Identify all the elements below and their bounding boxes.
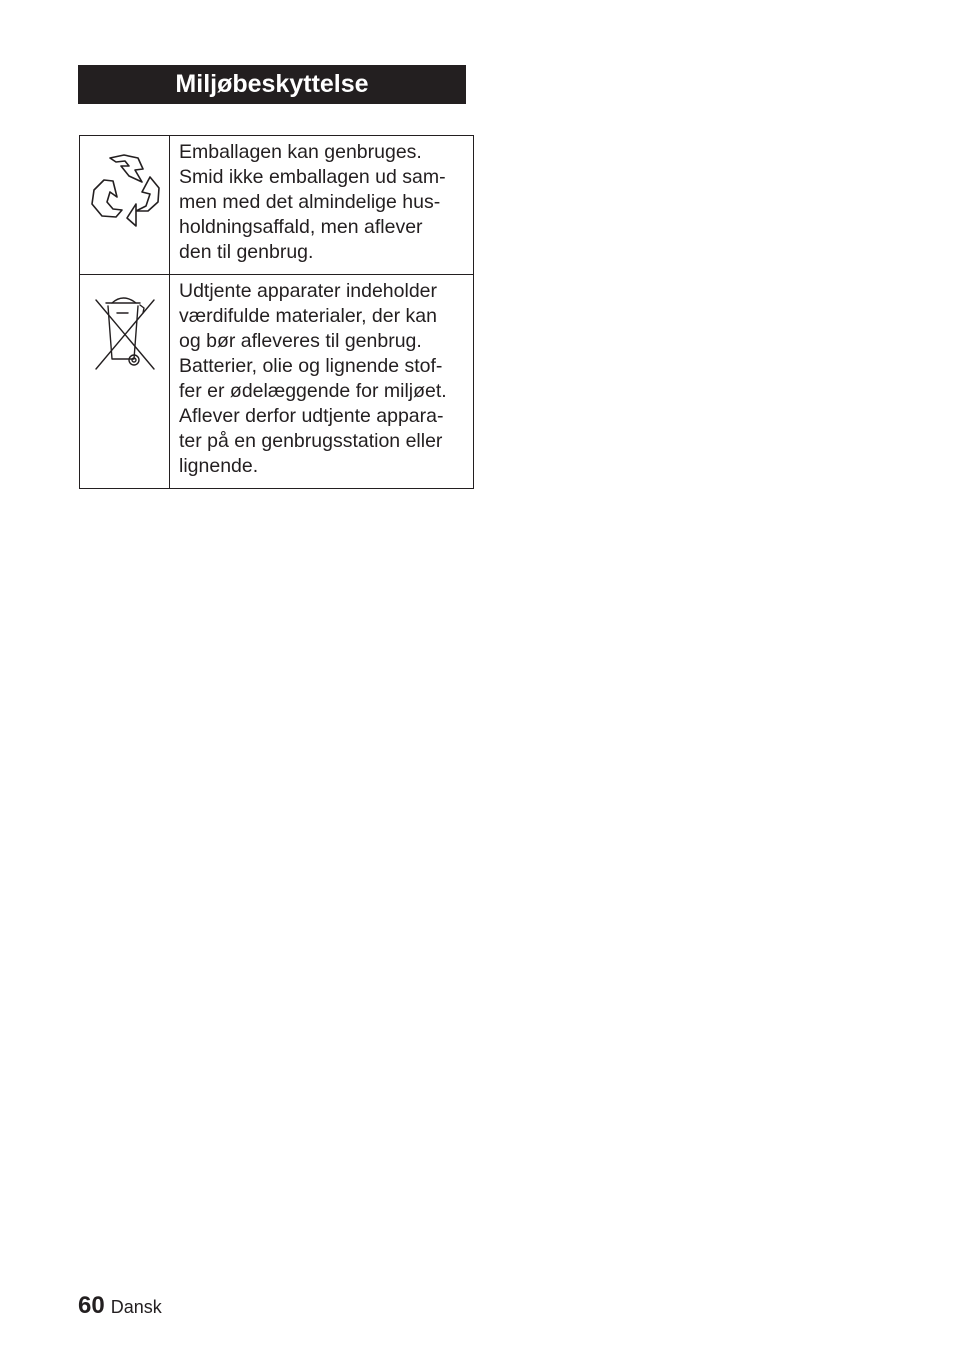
text-line: Emballagen kan genbruges. <box>179 141 422 163</box>
text-line: men med det almindelige hus- <box>179 191 441 213</box>
page-number: 60 <box>78 1292 105 1319</box>
text-line: Udtjente apparater indeholder <box>179 280 438 302</box>
table-row <box>80 275 474 489</box>
text-line: fer er ødelæggende for miljøet. <box>179 380 447 402</box>
text-line: Batterier, olie og lignende stof- <box>179 355 443 377</box>
text-line: den til genbrug. <box>179 241 314 263</box>
section-title: Miljøbeskyttelse <box>78 65 466 104</box>
text-line: ter på en genbrugsstation eller <box>179 430 443 452</box>
page-footer <box>78 1292 162 1320</box>
info-text-cell <box>170 275 474 489</box>
info-text-cell <box>170 136 474 275</box>
text-line: værdifulde materialer, der kan <box>179 305 437 327</box>
text-line: holdningsaffald, men aflever <box>179 216 423 238</box>
text-line: lignende. <box>179 455 259 477</box>
recycle-icon <box>80 136 169 246</box>
table-row <box>80 136 474 275</box>
text-line: Smid ikke emballagen ud sam- <box>179 166 446 188</box>
environment-info-table <box>79 135 474 489</box>
icon-cell <box>80 136 170 275</box>
icon-cell <box>80 275 170 489</box>
footer-language: Dansk <box>110 1297 162 1317</box>
text-line: Aflever derfor udtjente appara- <box>179 405 444 427</box>
text-line: og bør afleveres til genbrug. <box>179 330 422 352</box>
crossed-out-wheelie-bin-icon <box>80 275 169 375</box>
